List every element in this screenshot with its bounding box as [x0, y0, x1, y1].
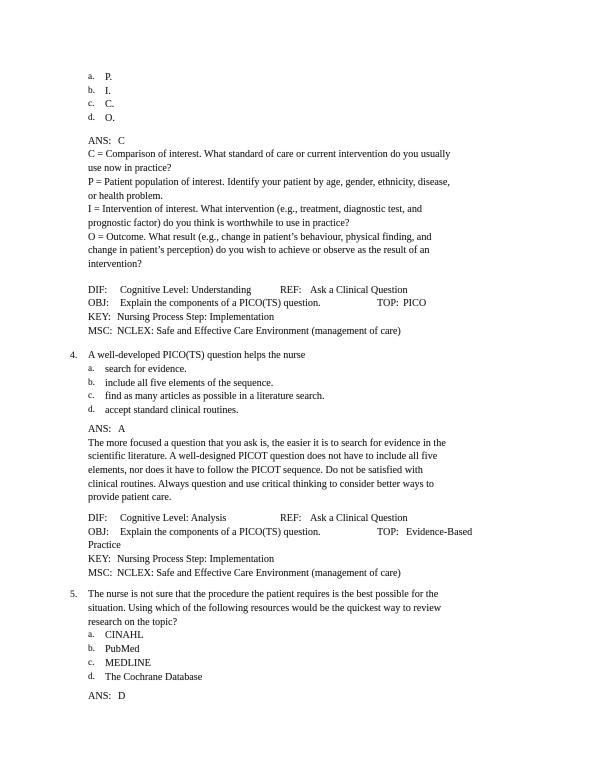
ans-value: D [118, 691, 126, 703]
option-text: The Cochrane Database [105, 671, 203, 683]
option-letter: d. [88, 113, 95, 124]
q3-explanation-block [88, 148, 528, 271]
explanation-line: C = Comparison of interest. What standard of care or current intervention do you usually [88, 149, 451, 161]
explanation-line: P = Patient population of interest. Identify your patient by age, gender, ethnicity, disease, [88, 176, 450, 188]
meta-segment: KEY: [88, 312, 111, 323]
meta-segment: Practice [88, 540, 121, 552]
explanation-line: use now in practice? [88, 163, 172, 175]
explanation-line: I = Intervention of interest. What intervention (e.g., treatment, diagnostic test, and [88, 204, 423, 216]
explanation-line: or health problem. [88, 190, 163, 202]
explanation-line: O = Outcome. What result (e.g., change in patient’s behaviour, physical finding, and [88, 231, 432, 243]
meta-segment: Explain the components of a PICO(TS) question. [120, 526, 321, 538]
answer-option [88, 98, 528, 112]
option-text: accept standard clinical routines. [105, 405, 239, 417]
q5-block [70, 588, 528, 684]
q4-block [70, 349, 528, 417]
meta-segment: Cognitive Level: Understanding [120, 284, 252, 296]
meta-row [88, 297, 528, 311]
option-letter: a. [88, 72, 95, 82]
meta-segment: MSC: [88, 325, 113, 337]
meta-segment: DIF: [88, 284, 108, 296]
answer-option [88, 643, 528, 657]
option-text: C. [105, 99, 115, 111]
answer-option [88, 629, 528, 643]
meta-row [88, 284, 528, 298]
meta-segment: DIF: [88, 512, 108, 524]
explanation-line: The more focused a question that you ask is, the easier it is to search for evidence in the [88, 437, 446, 449]
meta-segment: TOP: [377, 526, 399, 538]
option-text: PubMed [105, 644, 140, 656]
answer-option [88, 390, 528, 404]
ans-value: A [118, 423, 126, 435]
option-text: O. [105, 113, 115, 125]
explanation-line: change in patient’s perception) do you wish to achieve or observe as the result of an [88, 245, 430, 257]
option-text: CINAHL [105, 630, 144, 642]
question-text-line [88, 616, 528, 630]
explanation-line: intervention? [88, 258, 142, 270]
option-letter: c. [88, 99, 95, 110]
question-text: research on the topic? [88, 616, 178, 628]
answer-row [88, 423, 528, 437]
option-letter: d. [88, 405, 95, 416]
option-letter: d. [88, 671, 95, 682]
q4-answer-block [88, 423, 528, 437]
option-text: search for evidence. [105, 364, 187, 376]
question-number: 4. [70, 350, 78, 362]
option-letter: a. [88, 364, 95, 375]
question-text: A well-developed PICO(TS) question helps the nurse [88, 350, 306, 362]
explanation-line: scientific literature. A well-designed PICOT question does not have to include all five [88, 451, 438, 463]
option-letter: c. [88, 657, 95, 668]
explanation-line: provide patient care. [88, 492, 172, 504]
document-content [70, 71, 528, 704]
q4-explanation-block [88, 437, 528, 505]
meta-segment: TOP: [377, 298, 399, 310]
q3-options-block [88, 71, 528, 126]
meta-segment: Explain the components of a PICO(TS) question. [120, 298, 321, 310]
q3-meta-block [88, 284, 528, 339]
meta-row [88, 325, 528, 339]
answer-option [88, 377, 528, 391]
meta-segment: REF: [280, 284, 302, 296]
meta-segment: NCLEX: Safe and Effective Care Environment (management of care) [117, 325, 401, 337]
meta-row [88, 311, 528, 325]
meta-segment: REF: [280, 512, 302, 524]
answer-option [88, 657, 528, 671]
meta-segment: Evidence-Based [406, 526, 473, 538]
ans-value: C [118, 135, 125, 147]
answer-option [88, 671, 528, 685]
answer-row [88, 135, 528, 149]
meta-segment: OBJ: [88, 526, 109, 538]
explanation-line: elements, nor does it have to follow the PICOT sequence. Do not be satisfied with [88, 464, 423, 476]
ans-label: ANS: [88, 135, 112, 147]
meta-segment: Ask a Clinical Question [310, 512, 408, 524]
ans-label: ANS: [88, 423, 112, 435]
question-text-line [88, 602, 528, 616]
answer-option [88, 404, 528, 418]
answer-option [88, 85, 528, 99]
meta-segment: Nursing Process Step: Implementation [117, 554, 275, 565]
q3-answer-block [88, 135, 528, 149]
option-letter: a. [88, 630, 95, 641]
meta-segment: OBJ: [88, 298, 109, 310]
explanation-line: clinical routines. Always question and use critical thinking to consider better ways to [88, 478, 435, 490]
option-letter: c. [88, 391, 95, 402]
meta-row [88, 567, 528, 581]
option-text: I. [105, 85, 111, 97]
meta-segment: PICO [403, 298, 427, 310]
ans-label: ANS: [88, 691, 112, 703]
answer-option [88, 112, 528, 126]
meta-segment: Cognitive Level: Analysis [120, 512, 227, 524]
answer-option [88, 71, 528, 85]
q5-answer-block [88, 690, 528, 704]
option-letter: b. [88, 85, 95, 96]
meta-row [88, 553, 528, 567]
option-text: include all five elements of the sequence. [105, 377, 274, 389]
meta-row [88, 512, 528, 526]
option-text: find as many articles as possible in a literature search. [105, 391, 325, 403]
option-text: MEDLINE [105, 657, 151, 669]
meta-row [88, 539, 528, 553]
question-text-line [70, 588, 528, 602]
question-number: 5. [70, 589, 78, 601]
answer-option [88, 363, 528, 377]
meta-segment: MSC: [88, 567, 113, 579]
meta-row [88, 526, 528, 540]
q4-meta-block [88, 512, 528, 580]
option-letter: b. [88, 644, 95, 655]
meta-segment: Nursing Process Step: Implementation [117, 312, 275, 323]
answer-row [88, 690, 528, 704]
meta-segment: NCLEX: Safe and Effective Care Environment (management of care) [117, 567, 401, 579]
option-text: P. [105, 72, 113, 83]
question-text: The nurse is not sure that the procedure the patient requires is the best possible for the [88, 589, 439, 601]
meta-segment: Ask a Clinical Question [310, 284, 408, 296]
question-text-line [70, 349, 528, 363]
option-letter: b. [88, 377, 95, 388]
explanation-line: prognostic factor) do you think is worthwhile to use in practice? [88, 217, 350, 229]
meta-segment: KEY: [88, 554, 111, 565]
question-text: situation. Using which of the following resources would be the quickest way to review [88, 603, 442, 615]
